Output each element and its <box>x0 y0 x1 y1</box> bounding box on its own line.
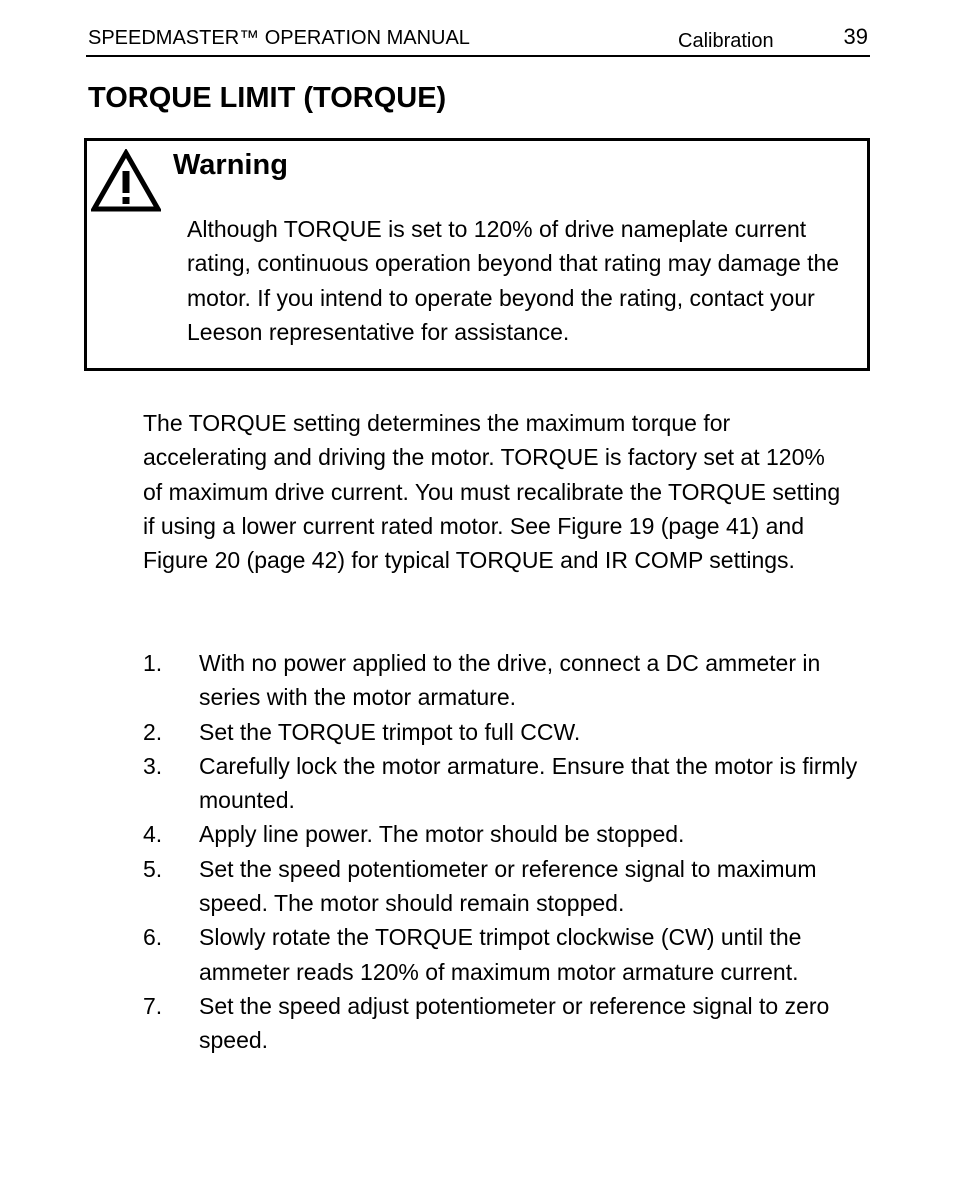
list-item <box>143 989 863 1058</box>
step-text: With no power applied to the drive, connect a DC ammeter in series with the motor armature. <box>199 650 821 711</box>
page-header <box>86 26 870 57</box>
step-text: Carefully lock the motor armature. Ensure that the motor is firmly mounted. <box>199 752 858 814</box>
step-text: Set the TORQUE trimpot to full CCW. <box>199 718 581 745</box>
warning-heading: Warning <box>173 149 288 181</box>
warning-triangle-icon <box>91 149 161 213</box>
calibration-steps <box>143 646 863 1058</box>
step-number: 3. <box>143 752 163 779</box>
list-item <box>143 920 863 989</box>
step-number: 6. <box>143 924 163 951</box>
step-text: Apply line power. The motor should be stopped. <box>199 821 685 848</box>
page-title: TORQUE LIMIT (TORQUE) <box>88 82 447 114</box>
intro-paragraph: The TORQUE setting determines the maximum torque for accelerating and driving the motor. TORQUE is factory set at 120% of maximum drive current. You must recalibrate the TORQUE setting if using a lower current rated motor. See Figure 19 (page 41) and Figure 20 (page 42) for typical TORQUE and IR COMP settings. <box>143 410 841 574</box>
list-item <box>143 817 863 851</box>
page-number: 39 <box>843 24 868 49</box>
list-item <box>143 715 863 749</box>
step-number: 2. <box>143 718 163 745</box>
list-item <box>143 852 863 921</box>
step-number: 5. <box>143 855 163 882</box>
step-text: Set the speed adjust potentiometer or reference signal to zero speed. <box>199 992 830 1054</box>
step-number: 1. <box>143 650 163 676</box>
manual-title: SPEEDMASTER™ OPERATION MANUAL <box>88 27 470 49</box>
warning-text: Although TORQUE is set to 120% of drive nameplate current rating, continuous operation beyond that rating may damage the motor. If you intend to operate beyond the rating, contact your Leeson representative for assistance. <box>187 216 840 345</box>
step-text: Slowly rotate the TORQUE trimpot clockwise (CW) until the ammeter reads 120% of maximum motor armature current. <box>199 924 802 985</box>
warning-box <box>84 138 870 371</box>
step-number: 7. <box>143 992 163 1019</box>
list-item <box>143 749 863 818</box>
step-text: Set the speed potentiometer or reference signal to maximum speed. The motor should remain stopped. <box>199 855 817 917</box>
step-number: 4. <box>143 821 163 848</box>
section-name: Calibration <box>678 30 774 52</box>
list-item <box>143 646 863 715</box>
